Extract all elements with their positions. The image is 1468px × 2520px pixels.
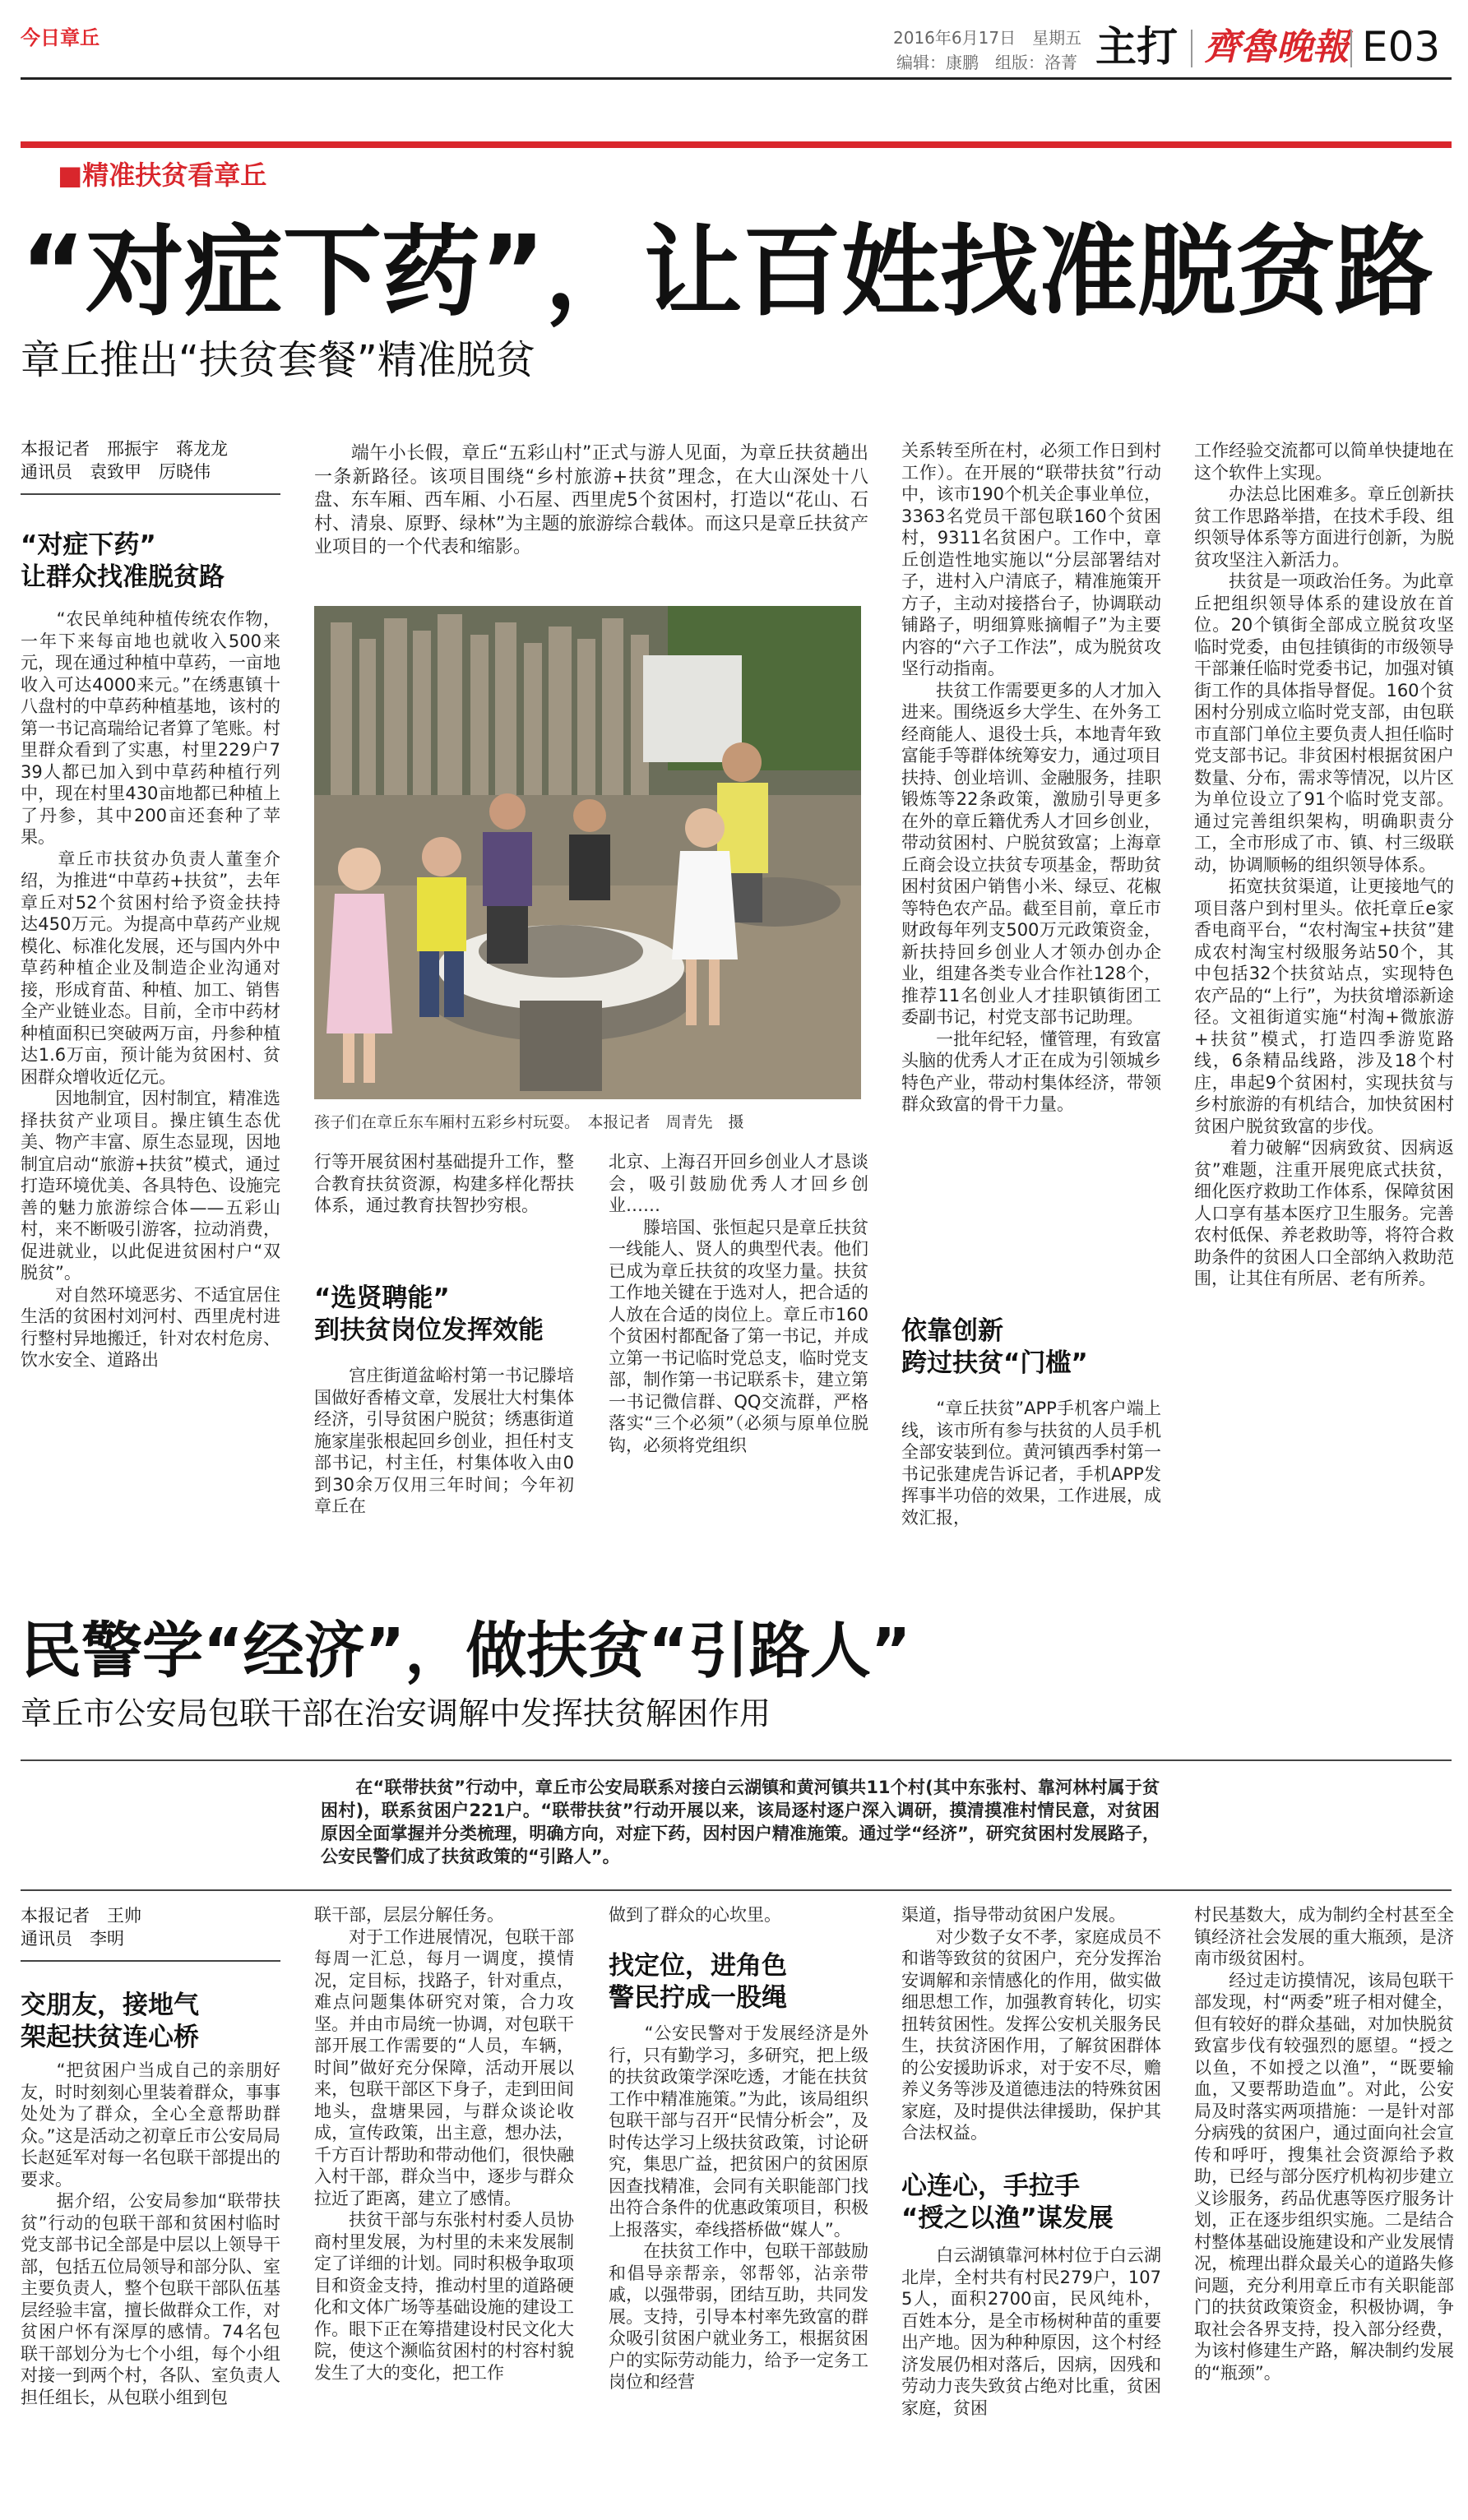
body-column: 白云湖镇靠河林村位于白云湖北岸，全村共有村民279户，1075人，面积2700亩，民风纯朴，百姓本分，是全市杨树种苗的重要出产地。因为种种原因，这个村经济发展仍相对落后，因病，因残和劳动力丧失致贫占绝对比重，贫困家庭，贫困 (901, 2245, 1161, 2418)
issue-date: 2016年6月17日 星期五 (893, 28, 1082, 48)
body-column: 北京、上海召开回乡创业人才恳谈会，吸引鼓励优秀人才回乡创业…… 滕培国、张恒起只是章丘扶贫一线能人、贤人的典型代表。他们已成为章丘扶贫的攻坚力量。扶贫工作地关键在于选对人，把合适的人放在合适的岗位上。章丘市160个贫困村都配备了第一书记，并成立第一书记临时党总支，临时党支部，制作第一书记联系卡，建立第一书记微信群、QQ交流群，严格落实“三个必须”（必须与原单位脱钩，必须将党组织 (609, 1152, 868, 1455)
body-column: 联干部，层层分解任务。 对于工作进展情况，包联干部每周一汇总，每月一调度，摸情况，定目标，找路子，针对重点，难点问题集体研究对策，合力攻坚。并由市局统一协调，对包联干部开展工作需要的“人员，车辆，时间”做好充分保障，活动开展以来，包联干部区下身子，走到田间地头，盘塘果园，与群众谈论收成，宣传政策，出主意，想办法，千方百计帮助和带动他们，很快融入村干部，群众当中，逐步与群众拉近了距离，建立了感情。 扶贫干部与东张村村委人员协商村里发展，为村里的未来发展制定了详细的计划。同时积极争取项目和资金支持，推动村里的道路硬化和文体广场等基础设施的建设工作。眼下正在筹措建设村民文化大院，使这个濒临贫困村的村容村貌发生了大的变化，把工作 (314, 1905, 574, 2383)
body-column: 村民基数大，成为制约全村甚至全镇经济社会发展的重大瓶颈，是济南市级贫困村。 经过走访摸情况，该局包联干部发现，村“两委”班子相对健全，但有较好的群众基础，对加快脱贫致富步伐有较强烈的愿望。“授之以鱼，不如授之以渔”，“既要输血，又要帮助造血”。对此，公安局及时落实两项措施：一是针对部分病残的贫困户，通过面向社会宣传和呼吁，搜集社会资源给予救助，已经与部分医疗机构初步建立义诊服务，药品优惠等医疗服务计划，正在逐步组织实施。二是结合村整体基础设施建设和产业发展情况，梳理出群众最关心的道路失修问题，充分利用章丘市有关职能部门的扶贫政策资金，积极协调，争取社会各界支持，投入部分经费，为该村修建生产路，解决制约发展的“瓶颈”。 (1194, 1905, 1454, 2383)
page-label: 主打 (1095, 23, 1178, 71)
header-divider (1350, 30, 1352, 67)
byline: 本报记者 邢振宇 蒋龙龙 通讯员 袁致甲 厉晓伟 (21, 439, 228, 482)
section-heading: 找定位，进角色 警民拧成一股绳 (609, 1951, 787, 2013)
section-heading: “对症下药” 让群众找准脱贫路 (21, 530, 225, 592)
headline: “对症下药”，让百姓找准脱贫路 (21, 215, 1433, 330)
body-column: 关系转至所在村，必须工作日到村工作）。在开展的“联带扶贫”行动中，该市190个机关企事业单位，3363名党员干部包联160个贫困村，9311名贫困户。工作中，章丘创造性地实施以“分层部署结对子，进村入户清底子，精准施策开方子，主动对接搭台子，协调联动铺路子，明细算账摘帽子”为主要内容的“六子工作法”，成为脱贫攻坚行动指南。 扶贫工作需要更多的人才加入进来。围绕返乡大学生、在外务工经商能人、退役士兵，本地青年致富能手等群体统筹安力，通过项目扶持、创业培训、金融服务，挂职锻炼等22条政策，激励引导更多在外的章丘籍优秀人才回乡创业，带动贫困村、户脱贫致富；上海章丘商会设立扶贫专项基金，帮助贫困村贫困户销售小米、绿豆、花椒等特色农产品。截至目前，章丘市财政每年列支500万元政策资金，新扶持回乡创业人才领办创办企业，组建各类专业合作社128个，推荐11名创业人才挂职镇街团工委副书记，村党支部书记助理。 一批年纪轻，懂管理，有致富头脑的优秀人才正在成为引领城乡特色产业，带动村集体经济，带领群众致富的骨干力量。 (901, 441, 1161, 1114)
body-column: 行等开展贫困村基础提升工作，整合教育扶贫资源，构建多样化帮扶体系，通过教育扶智抄穷根。 (314, 1152, 574, 1215)
lead-rule-top (21, 1759, 1452, 1761)
section-heading: 交朋友，接地气 架起扶贫连心桥 (21, 1991, 199, 2052)
column-rule (21, 1960, 280, 1962)
subheadline: 章丘市公安局包联干部在治安调解中发挥扶贫解困作用 (21, 1695, 771, 1732)
section-heading: “选贤聘能” 到扶贫岗位发挥效能 (314, 1283, 544, 1345)
header-rule (21, 77, 1452, 80)
headline: 民警学“经济”，做扶贫“引路人” (21, 1616, 911, 1686)
section-heading: 心连心，手拉手 “授之以渔”谋发展 (901, 2171, 1114, 2233)
newspaper-logo: 齊魯晚報 (1204, 26, 1349, 68)
section-label: 今日章丘 (21, 26, 100, 49)
body-column: “农民单纯种植传统农作物，一年下来每亩地也就收入500来元，现在通过种植中草药，一亩地收入可达4000来元。”在绣惠镇十八盘村的中草药种植基地，该村的第一书记高瑞给记者算了笔账。村里群众看到了实惠，村里229户739人都已加入到中草药种植行列中，现在村里430亩地都已种植上了丹参，其中200亩还套种了苹果。 章丘市扶贫办负责人董奎介绍，为推进“中草药+扶贫”，去年章丘对52个贫困村给予资金扶持达450万元。为提高中草药产业规模化、标准化发展，还与国内外中草药种植企业及制造企业沟通对接，形成育苗、种植、加工、销售全产业链业态。目前，全市中药材种植面积已突破两万亩，丹参种植达1.6万亩，预计能为贫困村、贫困群众增收近亿元。 因地制宜，因村制宜，精准选择扶贫产业项目。操庄镇生态优美、物产丰富、原生态显现，因地制宜启动“旅游+扶贫”模式，通过打造环境优美、各具特色、设施完善的魅力旅游综合体——五彩山村，来不断吸引游客，拉动消费，促进就业，以此促进贫困村户“双脱贫”。 对自然环境恶劣、不适宜居住生活的贫困村刘河村、西里虎村进行整村异地搬迁，针对农村危房、饮水安全、道路出 (21, 609, 280, 1370)
body-column: 渠道，指导带动贫困户发展。 对少数子女不孝，家庭成员不和谐等致贫的贫困户，充分发挥治安调解和亲情感化的作用，做实做细思想工作，加强教育转化，切实扭转贫困性。发挥公安机关服务民生，扶贫济困作用，了解贫困群体的公安援助诉求，对于安不尽，赡养义务等涉及道德违法的特殊贫困家庭，及时提供法律援助，保护其合法权益。 (901, 1905, 1161, 2143)
lead-paragraph: 端午小长假，章丘“五彩山村”正式与游人见面，为章丘扶贫趟出一条新路径。该项目围绕“乡村旅游+扶贫”理念，在大山深处十八盘、东车厢、西车厢、小石屋、西里虎5个贫困村，打造以“花山、石村、清泉、原野、绿林”为主题的旅游综合载体。而这只是章丘扶贫产业项目的一个代表和缩影。 (314, 443, 868, 557)
body-column: 做到了群众的心坎里。 (609, 1905, 781, 1925)
column-rule (21, 493, 280, 495)
header-divider (1191, 30, 1192, 67)
byline: 本报记者 王帅 通讯员 李明 (21, 1906, 141, 1949)
body-column: “公安民警对于发展经济是外行，只有勤学习，多研究，把上级的扶贫政策学深吃透，才能在扶贫工作中精准施策。”为此，该局组织包联干部与召开“民情分析会”，及时传达学习上级扶贫政策，讨论研究，集思广益，把贫困户的贫困原因查找精准，会同有关职能部门找出符合条件的优惠政策项目，积极上报落实，牵线搭桥做“媒人”。 在扶贫工作中，包联干部鼓励和倡导亲帮亲，邻帮邻，沾亲带戚，以强带弱，团结互助，共同发展。支持，引导本村率先致富的群众吸引贫困户就业务工，根据贫困户的实际劳动能力，给予一定务工岗位和经营 (609, 2023, 868, 2392)
man-figure (569, 799, 610, 900)
body-column: “把贫困户当成自己的亲朋好友，时时刻刻心里装着群众，事事处处为了群众，全心全意帮助群众。”这是活动之初章丘市公安局局长赵延军对每一名包联干部提出的要求。 据介绍，公安局参加“联带扶贫”行动的包联干部和贫困村临时党支部书记全部是中层以上领导干部，包括五位局领导和部分队、室主要负责人，整个包联干部队伍基层经验丰富，擅长做群众工作，对贫困户怀有深厚的感情。74名包联干部划分为七个小组，每个小组对接一到两个村，各队、室负责人担任组长，从包联小组到包 (21, 2060, 280, 2407)
photo-caption: 孩子们在章丘东车厢村五彩乡村玩耍。 本报记者 周青先 摄 (314, 1113, 744, 1131)
body-column: 宫庄街道盆峪村第一书记滕培国做好香椿文章，发展壮大村集体经济，引导贫困户脱贫；绣惠街道施家崖张根起回乡创业，担任村支部书记，村主任，村集体收入由0到30余万仅用三年时间；今年初章丘在 (314, 1366, 574, 1516)
body-column: “章丘扶贫”APP手机客户端上线，该市所有参与扶贫的人员手机全部安装到位。黄河镇西季村第一书记张建虎告诉记者，手机APP发挥事半功倍的效果，工作进展，成效汇报， (901, 1399, 1161, 1528)
lead-rule-bottom (21, 1889, 1452, 1891)
section-heading: 依靠创新 跨过扶贫“门槛” (901, 1316, 1088, 1378)
photo (314, 606, 861, 1099)
editor-credits: 编辑：康鹏 组版：洛菁 (896, 53, 1077, 72)
subheadline: 章丘推出“扶贫套餐”精准脱贫 (21, 337, 535, 383)
page-number: E03 (1362, 23, 1441, 71)
top-accent-band (21, 141, 1452, 148)
photo-children-stone-mill (314, 606, 861, 1099)
body-column: 工作经验交流都可以简单快捷地在这个软件上实现。 办法总比困难多。章丘创新扶贫工作思路举措，在技术手段、组织领导体系等方面进行创新，为脱贫攻坚注入新活力。 扶贫是一项政治任务。为此章丘把组织领导体系的建设放在首位。20个镇街全部成立脱贫攻坚临时党委，由包挂镇街的市级领导干部兼任临时党委书记，加强对镇街工作的具体指导督促。160个贫困村分别成立临时党支部，由包联市直部门单位主要负责人担任临时党支部书记。非贫困村根据贫困户数量、分布，需求等情况，以片区为单位设立了91个临时党支部。通过完善组织架构，明确职责分工，全市形成了市、镇、村三级联动，协调顺畅的组织领导体系。 拓宽扶贫渠道，让更接地气的项目落户到村里头。依托章丘e家香电商平台，“农村淘宝+扶贫”建成农村淘宝村级服务站50个，其中包括32个扶贫站点，实现特色农产品的“上行”，为扶贫增添新途径。文祖街道实施“村淘+微旅游+扶贫”模式，打造四季游览路线，6条精品线路，涉及18个村庄，串起9个贫困村，实现扶贫与乡村旅游的有机结合，加快贫困村贫困户脱贫致富的步伐。 着力破解“因病致贫、因病返贫”难题，注重开展兜底式扶贫，细化医疗救助工作体系，保障贫困人口享有基本医疗卫生服务。完善农村低保、养老救助等，将符合救助条件的贫困人口全部纳入救助范围，让其住有所居、老有所养。 (1194, 441, 1454, 1288)
lead-paragraph: 在“联带扶贫”行动中，章丘市公安局联系对接白云湖镇和黄河镇共11个村(其中东张村、靠河林村属于贫困村)，联系贫困户221户。“联带扶贫”行动开展以来，该局逐村逐户深入调研，摸清摸准村情民意，对贫困原因全面掌握并分类梳理，明确方向，对症下药，因村因户精准施策。通过学“经济”，研究贫困村发展路子，公安民警们成了扶贫政策的“引路人”。 (321, 1778, 1160, 1866)
section-tag: ■精准扶贫看章丘 (58, 160, 267, 191)
